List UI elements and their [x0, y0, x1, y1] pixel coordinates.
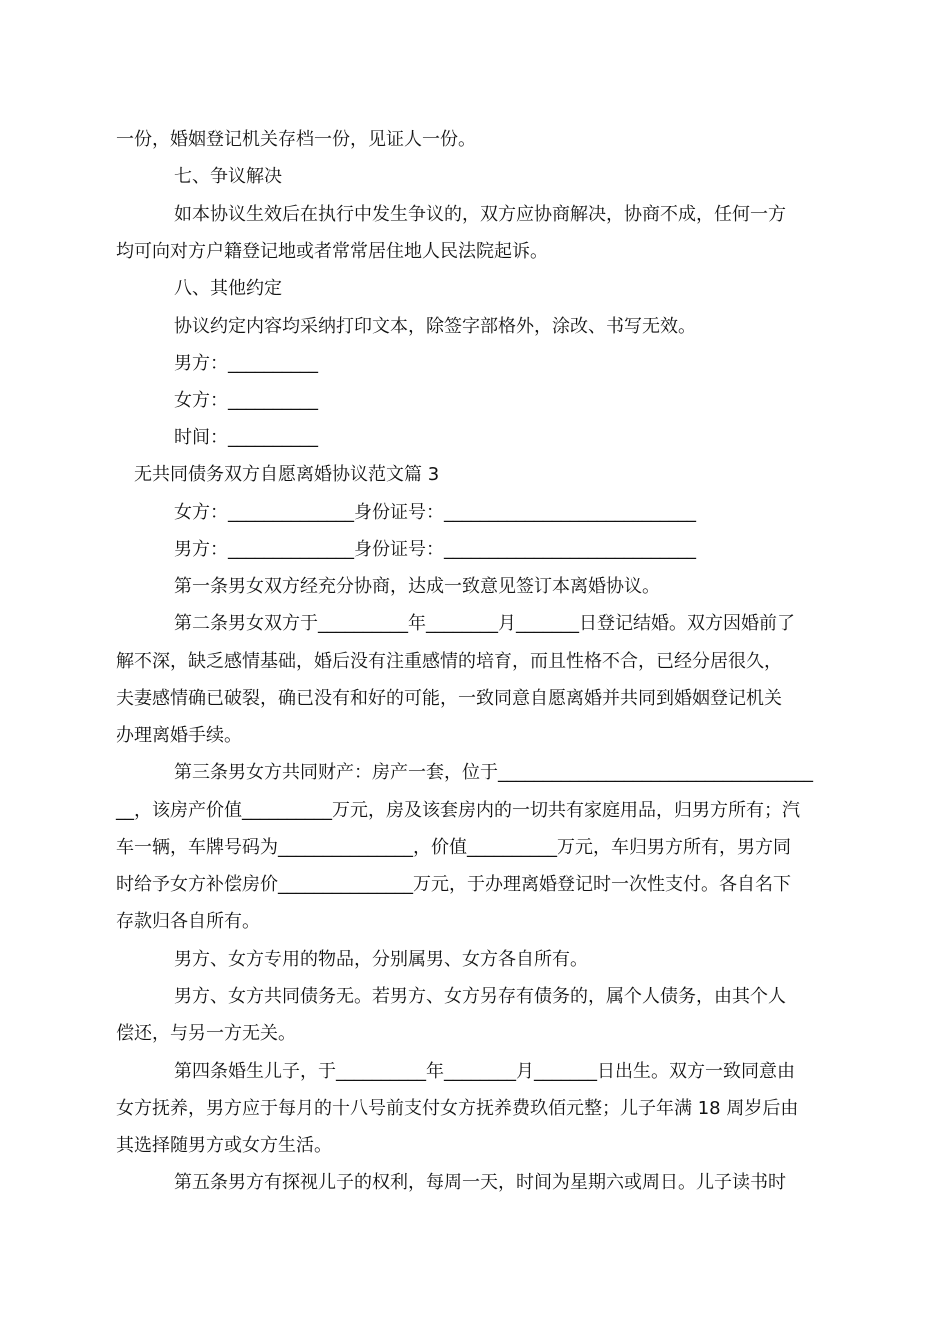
paragraph-line: 夫妻感情确已破裂，确已没有和好的可能，一致同意自愿离婚并共同到婚姻登记机关 — [116, 688, 782, 709]
paragraph-line: 车一辆，车牌号码为_______________，价值__________万元，车归男方所有，男方同 — [116, 837, 791, 858]
paragraph-line: 存款归各自所有。 — [116, 911, 260, 932]
section-heading: 七、争议解决 — [174, 166, 282, 187]
paragraph-line: 男方、女方专用的物品，分别属男、女方各自所有。 — [174, 949, 588, 970]
paragraph-line: 男方、女方共同债务无。若男方、女方另存有债务的，属个人债务，由其个人 — [174, 986, 786, 1007]
paragraph-line: 一份，婚姻登记机关存档一份，见证人一份。 — [116, 129, 476, 150]
paragraph-line: 如本协议生效后在执行中发生争议的，双方应协商解决，协商不成，任何一方 — [174, 204, 786, 225]
paragraph-line: 第五条男方有探视儿子的权利，每周一天，时间为星期六或周日。儿子读书时 — [174, 1172, 786, 1193]
party-line-male: 男方：______________身份证号：____________________________ — [174, 539, 696, 560]
signature-line-date: 时间：__________ — [174, 427, 318, 448]
signature-line-female: 女方：__________ — [174, 390, 318, 411]
paragraph-line: 偿还，与另一方无关。 — [116, 1023, 296, 1044]
paragraph-line: 均可向对方户籍登记地或者常常居住地人民法院起诉。 — [116, 241, 548, 262]
paragraph-line: 第三条男女方共同财产：房产一套，位于___________________________________ — [174, 762, 813, 783]
paragraph-line: 女方抚养，男方应于每月的十八号前支付女方抚养费玖佰元整；儿子年满 18 周岁后由 — [116, 1098, 799, 1119]
paragraph-line: 解不深，缺乏感情基础，婚后没有注重感情的培育，而且性格不合，已经分居很久， — [116, 651, 782, 672]
paragraph-line: 第二条男女双方于__________年________月_______日登记结婚。双方因婚前了 — [174, 613, 795, 634]
paragraph-line: 时给予女方补偿房价_______________万元，于办理离婚登记时一次性支付。各自名下 — [116, 874, 791, 895]
section-heading: 八、其他约定 — [174, 278, 282, 299]
signature-line-male: 男方：__________ — [174, 353, 318, 374]
paragraph-line: __，该房产价值__________万元，房及该套房内的一切共有家庭用品，归男方所有；汽 — [116, 800, 800, 821]
paragraph-line: 其选择随男方或女方生活。 — [116, 1135, 332, 1156]
paragraph-line: 协议约定内容均采纳打印文本，除签字部格外，涂改、书写无效。 — [174, 316, 696, 337]
paragraph-line: 第四条婚生儿子，于__________年________月_______日出生。双方一致同意由 — [174, 1061, 795, 1082]
paragraph-line: 办理离婚手续。 — [116, 725, 242, 746]
article-title: 无共同债务双方自愿离婚协议范文篇 3 — [134, 464, 440, 485]
party-line-female: 女方：______________身份证号：____________________________ — [174, 502, 696, 523]
paragraph-line: 第一条男女双方经充分协商，达成一致意见签订本离婚协议。 — [174, 576, 660, 597]
